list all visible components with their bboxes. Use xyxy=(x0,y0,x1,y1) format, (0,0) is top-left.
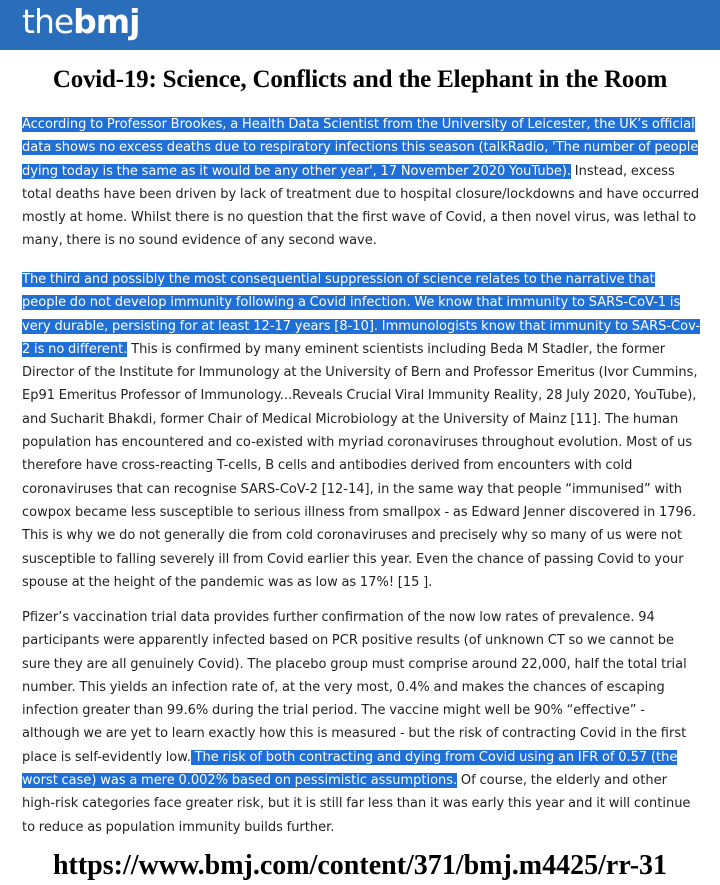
paragraph-3 xyxy=(22,606,702,839)
highlighted-text: According to Professor Brookes, a Health Data Scientist from the University of Leicester, the UK’s official data shows no excess deaths due to respiratory infections this season (talkRadio, 'The number of people dying today is the same as it would be any other year', 17 November 2020 YouTube). xyxy=(22,117,699,179)
paragraph-text: Of course, the elderly and other high-risk categories face greater risk, but it is still far less than it was early this year and it will continue to reduce as population immunity builds further. xyxy=(22,773,691,835)
paragraph-text: Instead, excess total deaths have been driven by lack of treatment due to hospital closure/lockdowns and have occurred mostly at home. Whilst there is no question that the first wave of Covid, a then novel virus, was lethal to many, there is no sound evidence of any second wave. xyxy=(22,163,700,249)
logo-bmj: bmj xyxy=(73,2,140,41)
paragraph-text: Pfizer’s vaccination trial data provides further confirmation of the now low rates of prevalence. 94 participants were apparently infected based on PCR positive results (of unknown CT so we cannot be sure they are all genuinely Covid). The placebo group must comprise around 22,000, half the total trial number. This yields an infection rate of, at the very most, 0.4% and makes the chances of escaping infection greater than 99.6% during the trial period. The vaccine might well be 90% “effective” - although we are yet to learn exactly how this is measured - but the risk of contracting Covid in the first place is self-evidently low. xyxy=(22,610,687,765)
highlighted-text: The third and possibly the most consequential suppression of science relates to the narrative that people do not develop immunity following a Covid infection. We know that immunity to SARS-CoV-1 is very durable, persisting for at least 12-17 years [8-10]. Immunologists know that immunity to SARS-Cov-2 is no different. xyxy=(22,272,701,357)
paragraph-text: This is confirmed by many eminent scientists including Beda M Stadler, the former Director of the Institute for Immunology at the University of Bern and Professor Emeritus (Ivor Cummins, Ep91 Emeritus Professor of Immunology...Reveals Crucial Viral Immunity Reality, 28 July 2020, YouTube), and Sucharit Bhakdi, former Chair of Medical Microbiology at the University of Mainz [11]. The human population has encountered and co-existed with myriad coronaviruses throughout evolution. Most of us therefore have cross-reacting T-cells, B cells and antibodies derived from encounters with cold coronaviruses that can recognise SARS-CoV-2 [12-14], in the same way that people “immunised” with cowpox became less susceptible to serious illness from smallpox - as Edward Jenner discovered in 1796. This is why we do not generally die from cold coronaviruses and precisely why so many of us were not susceptible to falling severely ill from Covid earlier this year. Even the chance of passing Covid to your spouse at the height of the pandemic was as low as 17%! [15 ]. xyxy=(22,341,698,590)
logo-the: the xyxy=(22,2,74,41)
paragraph-2 xyxy=(22,268,702,594)
bmj-logo[interactable] xyxy=(22,2,140,42)
highlighted-text: The risk of both contracting and dying from Covid using an IFR of 0.57 (the worst case) was a mere 0.002% based on pessimistic assumptions. xyxy=(22,749,678,789)
paragraph-1 xyxy=(22,113,702,253)
article-title: Covid-19: Science, Conflicts and the Elephant in the Room xyxy=(52,66,668,93)
source-url[interactable]: https://www.bmj.com/content/371/bmj.m4425/rr-31 xyxy=(52,850,668,881)
header-bar xyxy=(0,0,720,50)
